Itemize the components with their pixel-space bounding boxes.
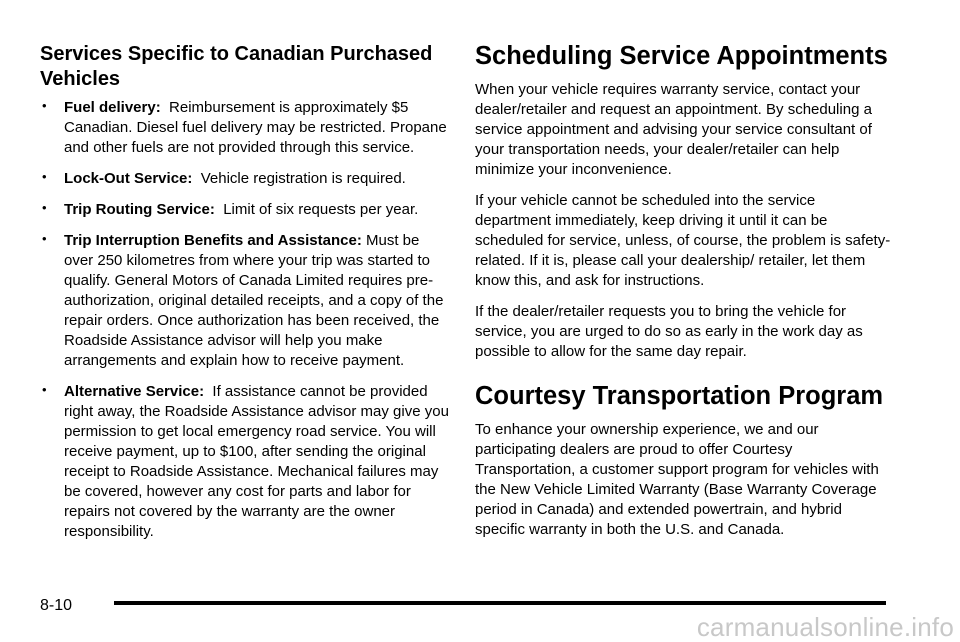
item-text: Reimbursement is approximately $5 Canadian. Diesel fuel delivery may be restricted. Propane and other fuels are not provided through this service. [64, 99, 447, 156]
right-column [475, 0, 895, 551]
item-text: Must be over 250 kilometres from where your trip was started to qualify. General Motors of Canada Limited requires pre-authorization, original detailed receipts, and a copy of the repair orders. Once authorization has been received, the Roadside Assistance advisor will help you make arrangements and explain how to receive payment. [64, 232, 444, 369]
paragraph: When your vehicle requires warranty service, contact your dealer/retailer and request an appointment. By scheduling a service appointment and advising your service consultant of your transportation needs, your dealer/retailer can help minimize your inconvenience. [475, 81, 872, 178]
section-heading-canadian-services: Services Specific to Canadian Purchased Vehicles [40, 43, 433, 90]
page-number: 8-10 [40, 597, 73, 614]
list-item-trip-routing-service [40, 200, 452, 220]
bullet-icon: • [42, 200, 47, 215]
paragraph: If the dealer/retailer requests you to bring the vehicle for service, you are urged to do so as early in the work day as possible to allow for the same day repair. [475, 303, 863, 360]
item-text: Limit of six requests per year. [223, 201, 419, 218]
item-term: Fuel delivery: [64, 99, 161, 116]
footer-rule [114, 601, 886, 605]
section-heading-courtesy: Courtesy Transportation Program [475, 382, 884, 410]
list-item-alternative-service [40, 382, 452, 542]
bullet-icon: • [42, 98, 47, 113]
left-column [40, 0, 452, 553]
section-heading-scheduling: Scheduling Service Appointments [475, 42, 888, 70]
bullet-icon: • [42, 231, 47, 246]
item-text: If assistance cannot be provided right away, the Roadside Assistance advisor may give you permission to get local emergency road service. You will receive payment, up to $100, after sending the original receipt to Roadside Assistance. Mechanical failures may be covered, however any cost for parts and labor for repairs not covered by the warranty are the owner responsibility. [64, 383, 449, 540]
bullet-icon: • [42, 382, 47, 397]
paragraph: If your vehicle cannot be scheduled into the service department immediately, keep driving it until it can be scheduled for service, unless, of course, the problem is safety-related. If it is, please call your dealership/ retailer, let them know this, and ask for instructions. [475, 192, 891, 289]
paragraph: To enhance your ownership experience, we and our participating dealers are proud to offer Courtesy Transportation, a customer support program for vehicles with the New Vehicle Limited Warranty (Base Warranty Coverage period in Canada) and extended powertrain, and hybrid specific warranty in both the U.S. and Canada. [475, 421, 879, 538]
item-term: Trip Routing Service: [64, 201, 215, 218]
list-item-lock-out-service [40, 169, 452, 189]
item-term: Trip Interruption Benefits and Assistance: [64, 232, 362, 249]
item-term: Alternative Service: [64, 383, 205, 400]
item-term: Lock-Out Service: [64, 170, 193, 187]
watermark: carmanualsonline.info [696, 612, 954, 642]
list-item-fuel-delivery [40, 98, 452, 158]
bullet-icon: • [42, 169, 47, 184]
item-text: Vehicle registration is required. [200, 170, 406, 187]
canadian-services-list [40, 98, 452, 542]
list-item-trip-interruption [40, 231, 452, 371]
